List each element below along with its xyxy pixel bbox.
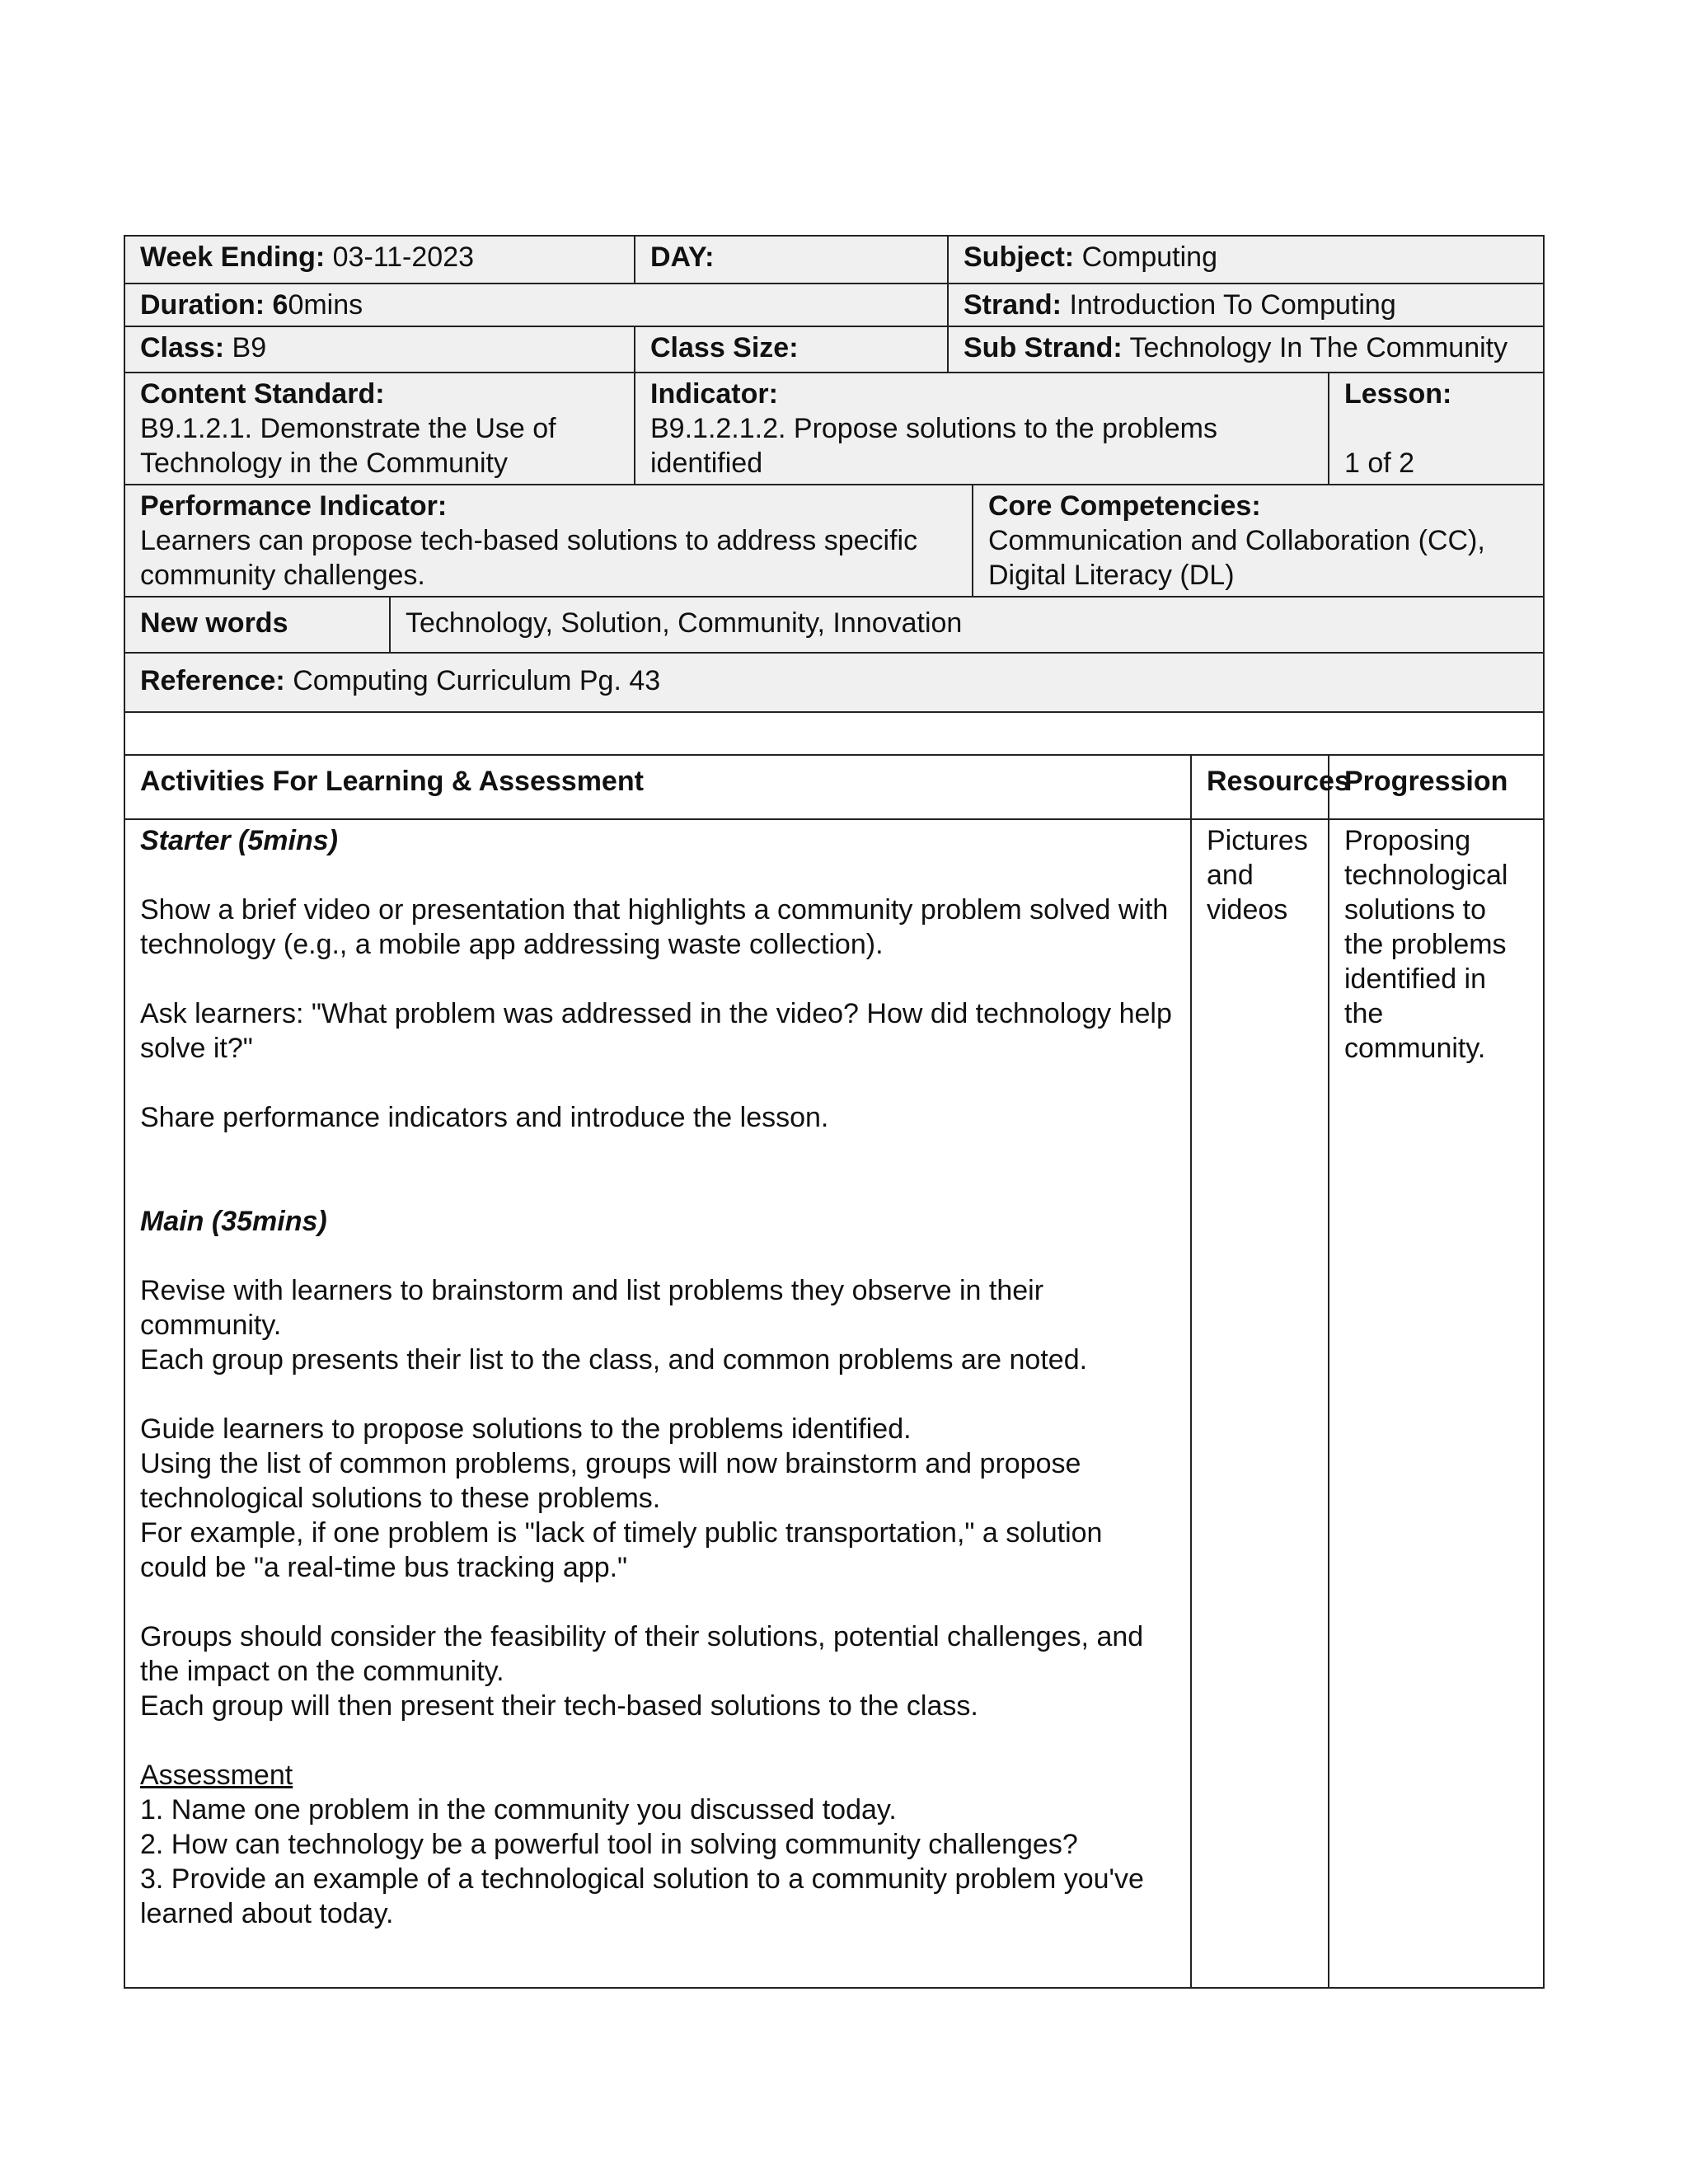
main-paragraph-1b: Each group presents their list to the class, and common problems are noted.	[140, 1344, 1088, 1376]
main-paragraph-2c: For example, if one problem is "lack of timely public transportation," a solution could be "a real-time bus tracking app."	[140, 1517, 1103, 1583]
main-paragraph-2b: Using the list of common problems, groups will now brainstorm and propose technological solutions to these problems.	[140, 1448, 1081, 1514]
progression-header: Progression	[1329, 755, 1544, 819]
starter-paragraph-1: Show a brief video or presentation that highlights a community problem solved with technology (e.g., a mobile app addressing waste collection).	[140, 894, 1169, 960]
starter-title: Starter (5mins)	[140, 825, 338, 856]
main-title: Main (35mins)	[140, 1206, 327, 1237]
core-competencies-cell: Core Competencies: Communication and Collaboration (CC), Digital Literacy (DL)	[973, 485, 1544, 597]
lesson-plan	[124, 235, 1543, 1989]
class-cell: Class: B9	[124, 326, 635, 373]
class-size-cell: Class Size:	[635, 326, 948, 373]
assessment-item: 3. Provide an example of a technological solution to a community problem you've learned about today.	[140, 1863, 1144, 1929]
assessment-list	[140, 1793, 1175, 1931]
reference-cell: Reference: Computing Curriculum Pg. 43	[124, 653, 1544, 712]
new-words-label-cell: New words	[124, 597, 390, 653]
lesson-cell: Lesson: 1 of 2	[1329, 373, 1544, 485]
lesson-plan-table	[124, 235, 1545, 1989]
activities-cell	[124, 819, 1191, 1988]
resources-header: Resources	[1191, 755, 1329, 819]
main-paragraph-3a: Groups should consider the feasibility of their solutions, potential challenges, and the impact on the community.	[140, 1621, 1144, 1687]
main-paragraph-3b: Each group will then present their tech-based solutions to the class.	[140, 1690, 978, 1722]
main-paragraph-1a: Revise with learners to brainstorm and list problems they observe in their community.	[140, 1275, 1044, 1341]
spacer-row	[124, 712, 1544, 755]
content-standard-cell: Content Standard: B9.1.2.1. Demonstrate the Use of Technology in the Community	[124, 373, 635, 485]
indicator-cell: Indicator: B9.1.2.1.2. Propose solutions to the problems identified	[635, 373, 1329, 485]
main-paragraph-2a: Guide learners to propose solutions to the problems identified.	[140, 1413, 912, 1445]
strand-cell: Strand: Introduction To Computing	[948, 284, 1544, 326]
starter-paragraph-3: Share performance indicators and introduce the lesson.	[140, 1102, 829, 1133]
resources-cell: Pictures and videos	[1191, 819, 1329, 1988]
subject-cell: Subject: Computing	[948, 236, 1544, 284]
assessment-item: 2. How can technology be a powerful tool in solving community challenges?	[140, 1829, 1078, 1860]
duration-cell: Duration: 60mins	[124, 284, 948, 326]
starter-paragraph-2: Ask learners: "What problem was addressed in the video? How did technology help solve it?"	[140, 998, 1172, 1064]
assessment-item: 1. Name one problem in the community you discussed today.	[140, 1794, 897, 1825]
activities-header: Activities For Learning & Assessment	[124, 755, 1191, 819]
day-cell: DAY:	[635, 236, 948, 284]
assessment-title: Assessment	[140, 1760, 293, 1791]
week-ending-cell: Week Ending: 03-11-2023	[124, 236, 635, 284]
sub-strand-cell: Sub Strand: Technology In The Community	[948, 326, 1544, 373]
progression-cell: Proposing technological solutions to the problems identified in the community.	[1329, 819, 1544, 1988]
new-words-value-cell: Technology, Solution, Community, Innovation	[390, 597, 1544, 653]
performance-indicator-cell: Performance Indicator: Learners can propose tech-based solutions to address specific community challenges.	[124, 485, 973, 597]
